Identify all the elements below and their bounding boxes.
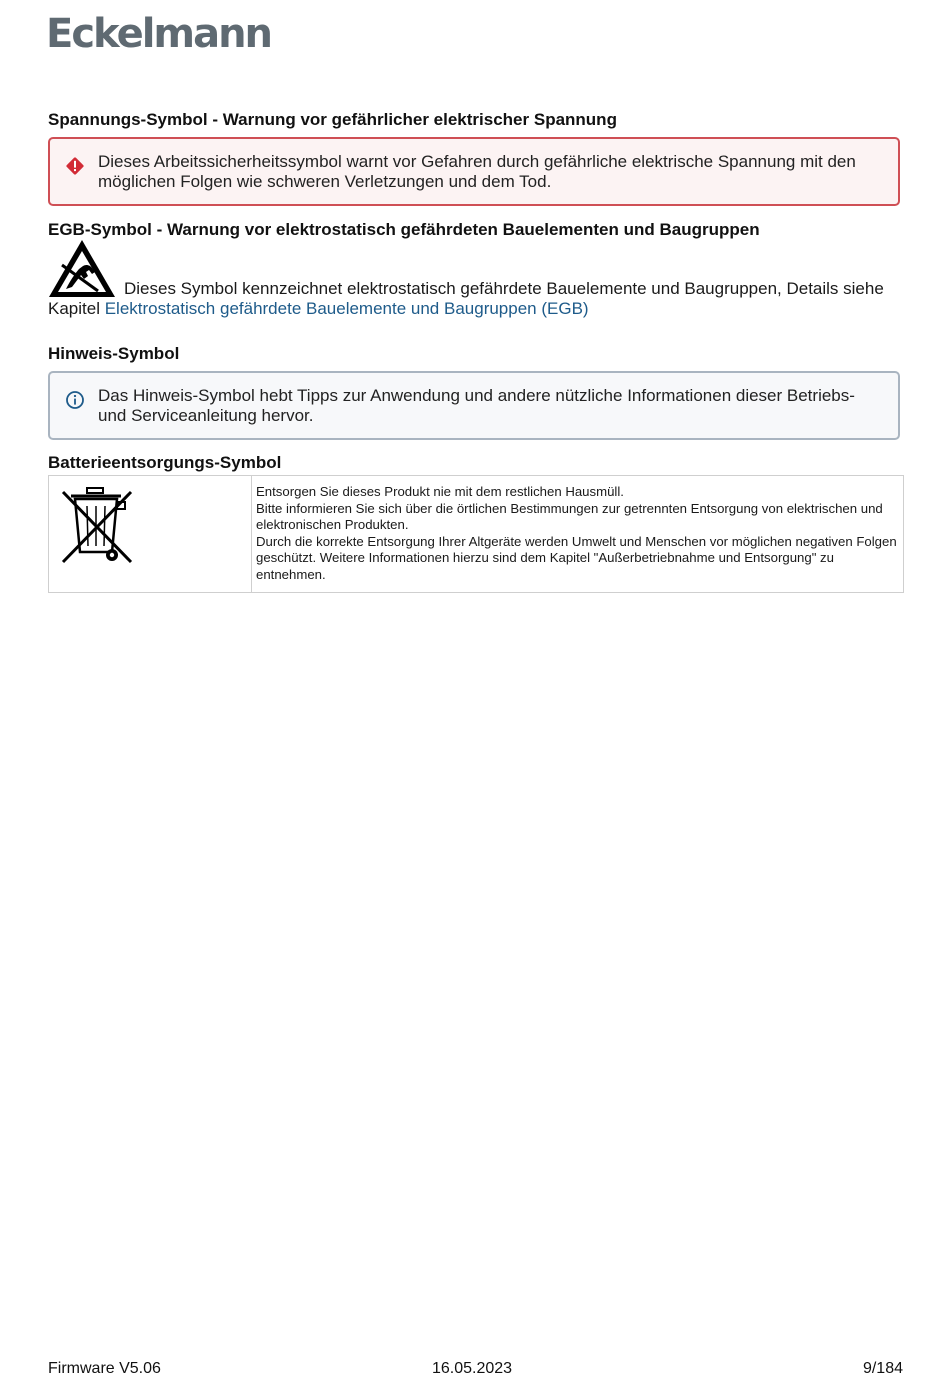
egb-paragraph (48, 239, 908, 319)
battery-heading: Batterieentsorgungs-Symbol (48, 453, 282, 472)
voltage-warning-text: Dieses Arbeitssicherheitssymbol warnt vor Gefahren durch gefährliche elektrische Spannung mit den möglichen Folgen wie schweren Verletzungen und dem Tod. (98, 152, 856, 191)
battery-text-cell (252, 476, 904, 593)
battery-icon-cell (49, 476, 252, 593)
battery-line-1: Entsorgen Sie dieses Produkt nie mit dem restlichen Hausmüll. (256, 484, 624, 499)
voltage-heading: Spannungs-Symbol - Warnung vor gefährlicher elektrischer Spannung (48, 110, 617, 129)
egb-heading: EGB-Symbol - Warnung vor elektrostatisch gefährdeten Bauelementen und Baugruppen (48, 220, 760, 239)
battery-line-3: Durch die korrekte Entsorgung Ihrer Altgeräte werden Umwelt und Menschen vor möglichen negativen Folgen geschützt. Weitere Informationen hierzu sind dem Kapitel "Außerbetriebnahme und Entsorgung" zu entnehmen. (256, 533, 897, 582)
egb-chapter-link[interactable]: Elektrostatisch gefährdete Bauelemente und Baugruppen (EGB) (104, 299, 589, 318)
footer-page-number: 9/184 (862, 1360, 903, 1377)
footer-firmware: Firmware V5.06 (48, 1360, 161, 1377)
hint-info-text: Das Hinweis-Symbol hebt Tipps zur Anwendung und andere nützliche Informationen dieser Betriebs- und Serviceanleitung hervor. (98, 386, 855, 425)
table-row (49, 476, 904, 593)
voltage-warning-box (48, 137, 900, 206)
hint-heading: Hinweis-Symbol (48, 344, 180, 363)
hint-info-box (48, 371, 900, 440)
warning-diamond-icon (65, 156, 85, 176)
footer-date: 16.05.2023 (432, 1360, 513, 1377)
info-circle-icon (65, 390, 85, 410)
battery-line-2: Bitte informieren Sie sich über die örtlichen Bestimmungen zur getrennten Entsorgung von elektrischen und elektronischen Produkten. (256, 500, 883, 533)
eckelmann-logo: Eckelmann (46, 11, 272, 57)
crossed-bin-icon (57, 484, 137, 566)
esd-warning-icon (48, 239, 116, 299)
battery-table (48, 475, 904, 593)
egb-text: Dieses Symbol kennzeichnet elektrostatisch gefährdete Bauelemente und Baugruppen, Details siehe Kapitel (48, 279, 884, 318)
